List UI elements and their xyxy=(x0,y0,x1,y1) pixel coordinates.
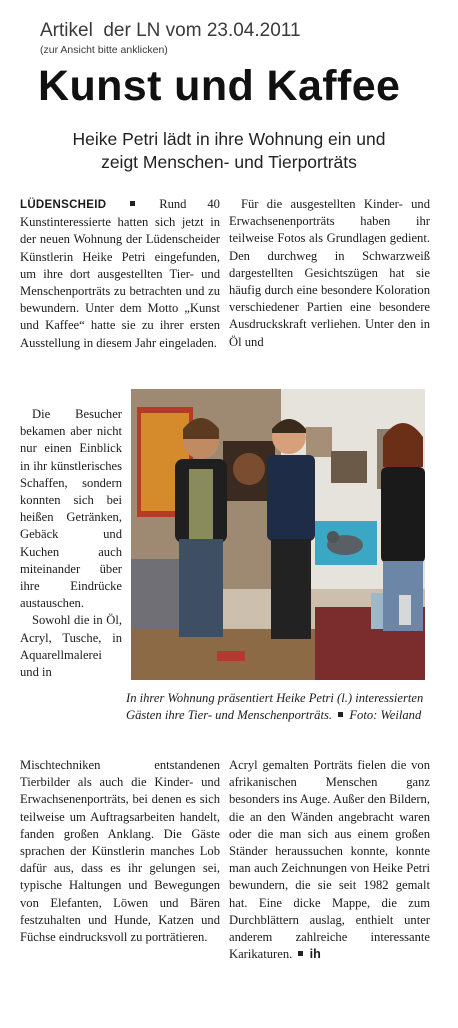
right-bottom-text: Acryl gemalten Porträts fielen die von afrikanischen Menschen ganz besonders ins Auge. Außer den Bildern, die an den Wänden angebracht waren oder die man sich aus einem großen Ständer heraussuchen konnte, konnte man auch Zeichnungen von Heike Petri bewundern, die sie seit 1982 gemalt hat. Eine dicke Mappe, die zum Durchblättern auslag, enthielt unter anderem zahlreiche interessante Karikaturen. xyxy=(229,758,430,962)
caption-text: In ihrer Wohnung präsentiert Heike Petri (l.) interessierten Gästen ihre Tier- und Menschenporträts. xyxy=(126,691,424,722)
subheadline xyxy=(24,128,434,174)
author-initials: ih xyxy=(309,947,321,962)
photo-caption xyxy=(126,690,431,724)
dateline: LÜDENSCHEID xyxy=(20,199,107,211)
left-narrow-text: Die Besucher bekamen aber nicht nur einen Einblick in ihr künstlerisches Schaffen, sondern konnten sich bei heißen Getränken, Gebäck und Kuchen auch miteinander über ihre Eindrücke austauschen. xyxy=(20,407,122,611)
photo-illustration xyxy=(131,389,425,680)
headline: Kunst und Kaffee xyxy=(38,62,401,110)
article-photo xyxy=(131,389,425,680)
left-column-narrow xyxy=(20,406,122,681)
subhead-line-1: Heike Petri lädt in ihre Wohnung ein und xyxy=(72,129,386,149)
subhead-line-2: zeigt Menschen- und Tierporträts xyxy=(101,152,357,172)
left-top-text: Rund 40 Kunstinteressierte hatten sich jetzt in der neuen Wohnung der Lüdenscheider Künstlerin Heike Petri eingefunden, um ihre dort ausgestellten Tier- und Menschenporträts zu betrachten und zu bewundern. Unter dem Motto „Kunst und Kaffee“ hatte sie zu ihrer ersten Ausstellung in diesem Jahr eingeladen. xyxy=(20,197,220,350)
view-hint: (zur Ansicht bitte anklicken) xyxy=(40,44,168,56)
article-source-line[interactable]: Artikel der LN vom 23.04.2011 xyxy=(40,20,301,41)
caption-separator xyxy=(338,712,343,717)
left-narrow-text-2: Sowohl die in Öl, Acryl, Tusche, in Aquarellmalerei und in xyxy=(20,613,122,680)
left-bottom-text: Mischtechniken entstandenen Tierbilder als auch die Kinder- und Erwachsenenporträts, bei denen es sich teilweise um Auftragsarbeiten handelt, fanden großen Anklang. Die Gäste sprachen der Künstlerin manches Lob dafür aus, dass es ihr gelungen sei, typische Haltungen und Bewegungen von Elefanten, Löwen und Bären festzuhalten und Hunde, Katzen und Füchse eindrucksvoll zu porträtieren. xyxy=(20,758,220,945)
right-top-text: Für die ausgestellten Kinder- und Erwachsenenporträts haben ihr teilweise Fotos als Grundlagen gedient. Den durchweg in Schwarzweiß dargestellten Gesichtszügen hat sie häufig durch eine besondere Koloration verschiedener Partien eine besondere Ausdruckskraft verliehen. Unter den in Öl und xyxy=(229,197,430,349)
right-column-top xyxy=(229,196,430,351)
photo-credit: Foto: Weiland xyxy=(349,708,422,722)
end-mark xyxy=(298,951,303,956)
left-column-bottom xyxy=(20,757,220,946)
left-column-top xyxy=(20,196,220,352)
right-column-bottom xyxy=(229,757,430,963)
dateline-separator xyxy=(130,201,135,206)
